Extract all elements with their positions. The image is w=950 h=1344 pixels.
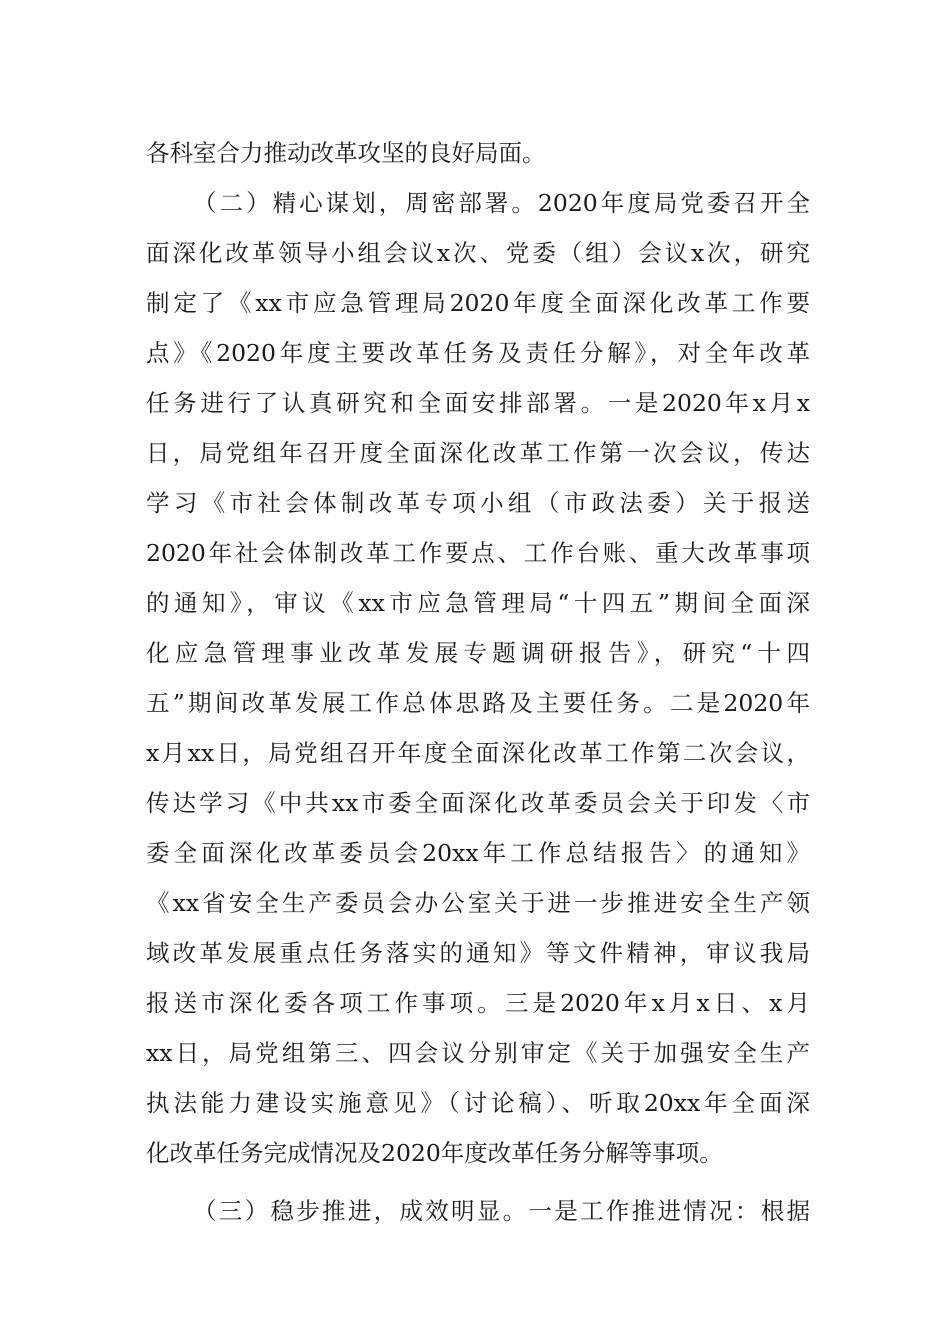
paragraph-line: 日，局党组年召开度全面深化改革工作第一次会议，传达 bbox=[146, 439, 810, 467]
document-body bbox=[146, 128, 810, 1236]
paragraph-line: 学习《市社会体制改革专项小组（市政法委）关于报送 bbox=[146, 489, 810, 517]
paragraph-gap bbox=[146, 1178, 810, 1186]
paragraph-line: 各科室合力推动改革攻坚的良好局面。 bbox=[146, 139, 546, 167]
paragraph-line: 委全面深化改革委员会20xx年工作总结报告〉的通知》 bbox=[146, 839, 810, 867]
paragraph-line: 执法能力建设实施意见》（讨论稿）、听取20xx年全面深 bbox=[146, 1089, 810, 1117]
paragraph-line: 点》《2020年度主要改革任务及责任分解》，对全年改革 bbox=[146, 339, 810, 367]
paragraph-line: 五”期间改革发展工作总体思路及主要任务。二是2020年 bbox=[146, 689, 810, 717]
paragraph-line: 化应急管理事业改革发展专题调研报告》，研究“十四 bbox=[146, 639, 810, 667]
paragraph-line: 报送市深化委各项工作事项。三是2020年x月x日、x月 bbox=[146, 989, 810, 1017]
paragraph-line: x月xx日，局党组召开年度全面深化改革工作第二次会议， bbox=[146, 739, 810, 767]
paragraph-line: 任务进行了认真研究和全面安排部署。一是2020年x月x bbox=[146, 389, 810, 417]
paragraph-line: 制定了《xx市应急管理局2020年度全面深化改革工作要 bbox=[146, 289, 810, 317]
section-heading-line: （三）稳步推进，成效明显。一是工作推进情况：根据 bbox=[193, 1197, 810, 1225]
paragraph-line: 域改革发展重点任务落实的通知》等文件精神，审议我局 bbox=[146, 939, 810, 967]
paragraph-line: 传达学习《中共xx市委全面深化改革委员会关于印发〈市 bbox=[146, 789, 810, 817]
paragraph-line: 《xx省安全生产委员会办公室关于进一步推进安全生产领 bbox=[146, 889, 810, 917]
paragraph-line: xx日，局党组第三、四会议分别审定《关于加强安全生产 bbox=[146, 1039, 810, 1067]
paragraph-line: 面深化改革领导小组会议x次、党委（组）会议x次，研究 bbox=[146, 239, 810, 267]
paragraph-line: 化改革任务完成情况及2020年度改革任务分解等事项。 bbox=[146, 1139, 723, 1167]
section-heading-line: （二）精心谋划，周密部署。2020年度局党委召开全 bbox=[193, 189, 810, 217]
paragraph-line: 的通知》，审议《xx市应急管理局“十四五”期间全面深 bbox=[146, 589, 810, 617]
paragraph-line: 2020年社会体制改革工作要点、工作台账、重大改革事项 bbox=[146, 539, 810, 567]
